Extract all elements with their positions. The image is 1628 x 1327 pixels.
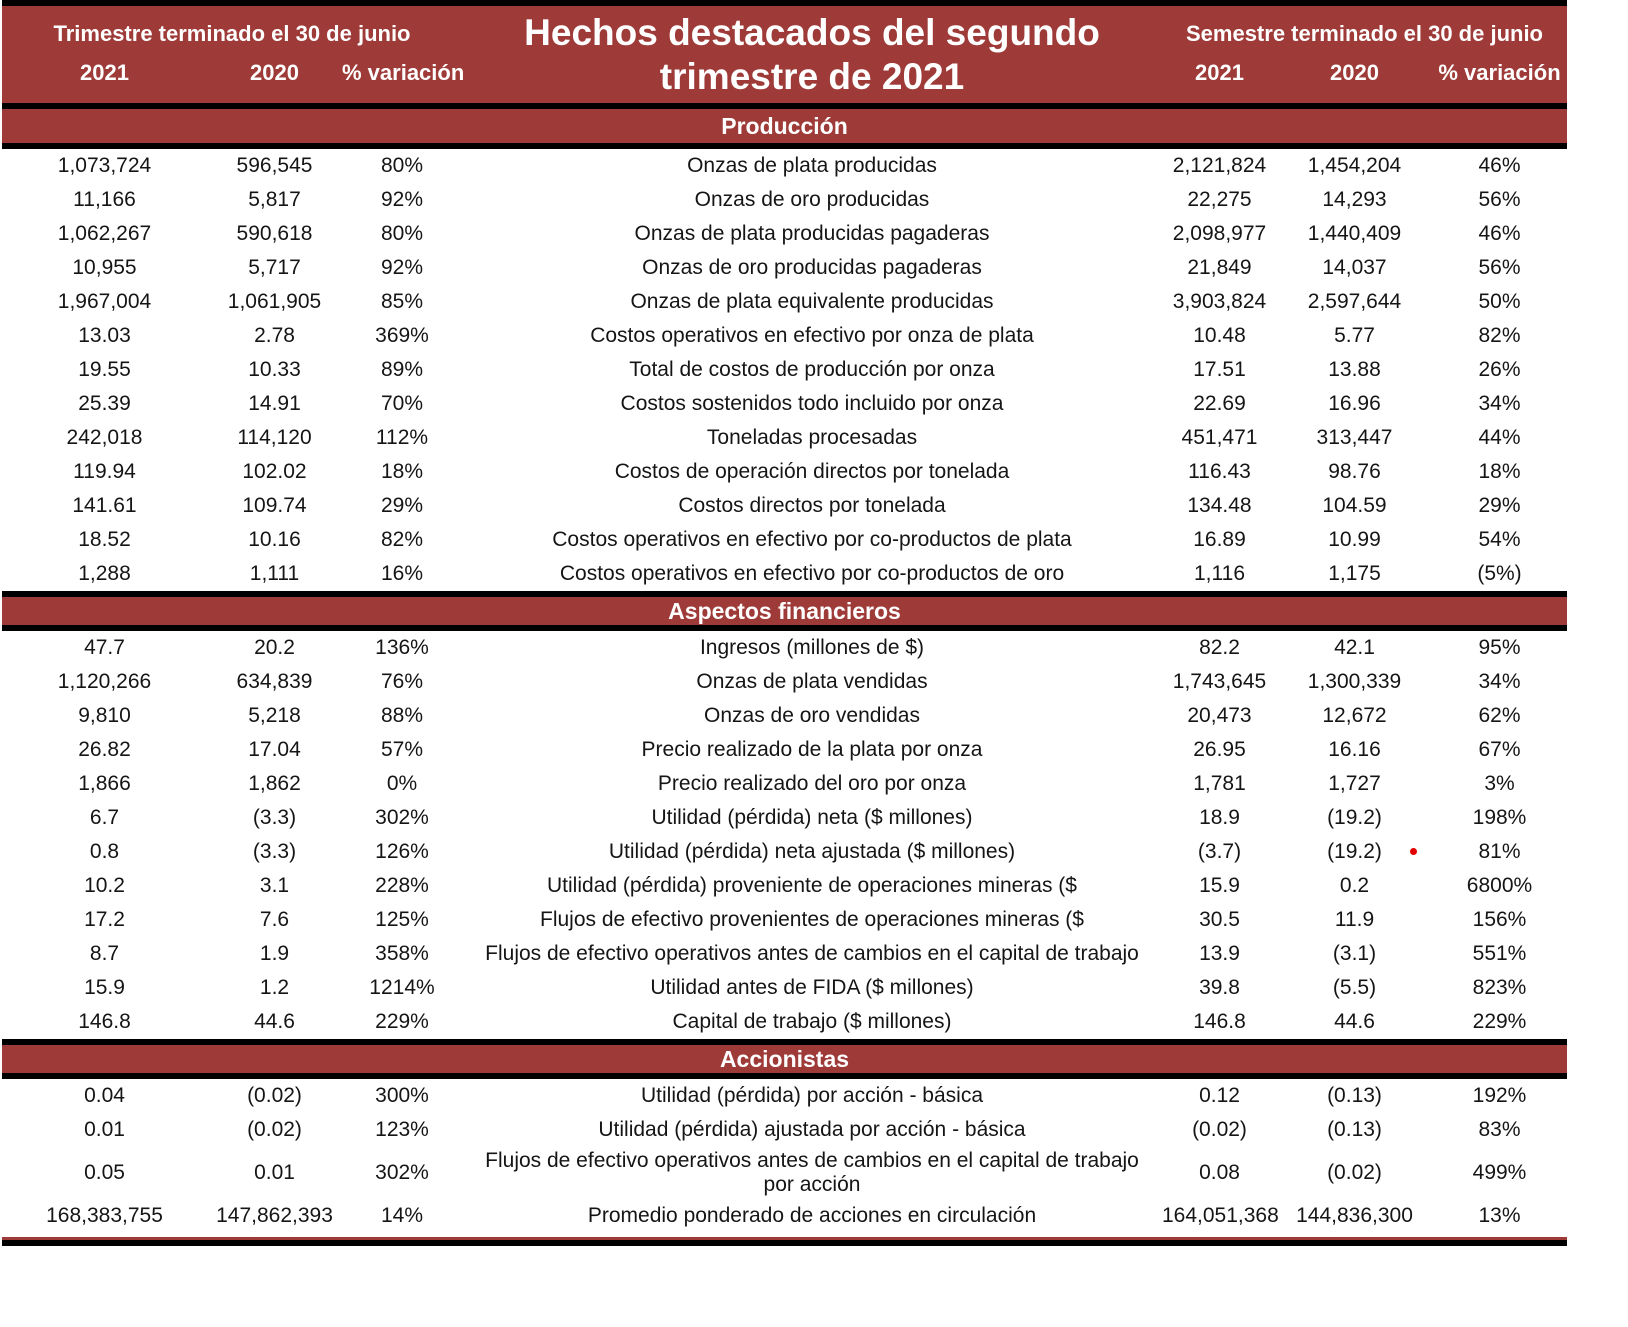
h1-2020-value: 1,727 <box>1328 771 1381 795</box>
h1-2020-value: 44.6 <box>1334 1009 1375 1033</box>
table-row <box>2 557 1567 591</box>
table-row <box>2 1199 1567 1233</box>
q2-2021-value: 0.05 <box>84 1161 125 1185</box>
h1-2020-value: (19.2) <box>1327 805 1382 829</box>
q2-2021-value: 1,073,724 <box>57 153 152 177</box>
h1-variation: 56% <box>1478 255 1521 279</box>
q2-2021-value: 0.8 <box>89 839 120 863</box>
section-title: Aspectos financieros <box>668 597 901 624</box>
h1-2021-value: 82.2 <box>1199 635 1240 659</box>
q2-2020-value: 102.02 <box>242 459 307 483</box>
q2-2020-value: 1,862 <box>248 771 301 795</box>
q2-variation: 302% <box>375 1161 429 1185</box>
h1-2021-value: 146.8 <box>1193 1009 1246 1033</box>
h1-variation: 34% <box>1478 391 1521 415</box>
table-row <box>2 1079 1567 1113</box>
q2-variation: 89% <box>380 357 424 381</box>
h1-2020-value: (3.1) <box>1332 941 1377 965</box>
q2-variation: 302% <box>375 805 429 829</box>
q2-2020-value: 596,545 <box>236 153 313 177</box>
q2-variation: 1214% <box>369 975 435 999</box>
concept-label: Utilidad (pérdida) proveniente de operaciones mineras ($ <box>547 873 1077 897</box>
table-row <box>2 1113 1567 1147</box>
q2-variation: 123% <box>375 1117 429 1141</box>
q2-variation: 92% <box>380 187 424 211</box>
table-row <box>2 869 1567 903</box>
financial-highlights-table <box>2 0 1567 1246</box>
q2-2020-value: 20.2 <box>254 635 295 659</box>
h1-variation: 229% <box>1472 1009 1527 1033</box>
concept-label: Onzas de plata producidas pagaderas <box>634 221 990 245</box>
q2-variation: 76% <box>380 669 424 693</box>
h1-2020-value: 12,672 <box>1322 703 1387 727</box>
semester-period-label: Semestre terminado el 30 de junio <box>1185 20 1543 46</box>
h1-variation: 6800% <box>1466 873 1533 897</box>
page-title: Hechos destacados del segundo trimestre de 2021 <box>524 11 1100 97</box>
h1-variation: 551% <box>1472 941 1527 965</box>
h1-2020-value: 42.1 <box>1334 635 1375 659</box>
h1-2021-value: 30.5 <box>1199 907 1240 931</box>
q2-2020-value: (3.3) <box>252 839 297 863</box>
q2-2021-value: 242,018 <box>66 425 143 449</box>
table-row <box>2 217 1567 251</box>
q2-2021-value: 19.55 <box>78 357 131 381</box>
h1-2021-value: 26.95 <box>1193 737 1246 761</box>
h1-variation: 46% <box>1478 221 1521 245</box>
concept-label: Onzas de oro producidas <box>694 187 930 211</box>
h1-2020-value: 0.2 <box>1339 873 1370 897</box>
q2-2021-value: 47.7 <box>84 635 125 659</box>
h1-2021-value: 0.08 <box>1199 1161 1240 1185</box>
h1-2020-value: 14,293 <box>1322 187 1387 211</box>
concept-label: Utilidad (pérdida) neta ajustada ($ millones) <box>608 839 1016 863</box>
q2-2021-value: 25.39 <box>78 391 131 415</box>
table-row <box>2 767 1567 801</box>
q2-2021-value: 9,810 <box>78 703 131 727</box>
h1-variation: 46% <box>1478 153 1521 177</box>
q2-2021-value: 10,955 <box>72 255 137 279</box>
h1-2021-value: 451,471 <box>1181 425 1258 449</box>
q2-2020-value: 5,218 <box>248 703 301 727</box>
q2-variation: 92% <box>380 255 424 279</box>
q2-2020-value: 590,618 <box>236 221 313 245</box>
q2-variation: 0% <box>386 771 418 795</box>
concept-label: Total de costos de producción por onza <box>629 357 995 381</box>
quarter-period-label: Trimestre terminado el 30 de junio <box>53 20 411 46</box>
table-row <box>2 971 1567 1005</box>
quarter-col-2020: 2020 <box>250 60 299 86</box>
semester-header-group <box>1162 6 1567 103</box>
h1-variation: 18% <box>1478 459 1521 483</box>
semester-col-2021: 2021 <box>1195 60 1244 86</box>
semester-col-variation: % variación <box>1438 60 1561 86</box>
q2-variation: 18% <box>380 459 424 483</box>
table-row <box>2 183 1567 217</box>
q2-variation: 14% <box>380 1204 424 1228</box>
concept-label: Toneladas procesadas <box>706 425 918 449</box>
h1-2020-value: 16.96 <box>1328 391 1381 415</box>
concept-label: Ingresos (millones de $) <box>699 635 925 659</box>
table-body <box>2 109 1567 1233</box>
h1-2021-value: 134.48 <box>1187 493 1252 517</box>
q2-2020-value: 147,862,393 <box>216 1204 333 1228</box>
q2-variation: 126% <box>375 839 429 863</box>
h1-2020-value: (0.02) <box>1327 1161 1382 1185</box>
q2-2020-value: 1,061,905 <box>227 289 322 313</box>
concept-label: Costos sostenidos todo incluido por onza <box>620 391 1004 415</box>
h1-variation: (5%) <box>1477 561 1522 585</box>
h1-variation: 499% <box>1472 1161 1527 1185</box>
q2-2020-value: 1.2 <box>259 975 290 999</box>
h1-2021-value: (0.02) <box>1192 1117 1247 1141</box>
h1-variation: 83% <box>1478 1117 1521 1141</box>
table-row <box>2 421 1567 455</box>
q2-variation: 16% <box>380 561 424 585</box>
q2-2021-value: 13.03 <box>78 323 131 347</box>
h1-2020-value: 10.99 <box>1328 527 1381 551</box>
concept-label: Promedio ponderado de acciones en circulación <box>587 1204 1037 1228</box>
quarter-header-group <box>2 6 465 103</box>
h1-2020-value: 5.77 <box>1334 323 1375 347</box>
h1-2021-value: 0.12 <box>1199 1083 1240 1107</box>
q2-2020-value: 7.6 <box>259 907 290 931</box>
quarter-col-2021: 2021 <box>80 60 129 86</box>
table-row <box>2 1147 1567 1199</box>
h1-2021-value: 13.9 <box>1199 941 1240 965</box>
h1-2021-value: (3.7) <box>1197 839 1242 863</box>
h1-2020-value: 144,836,300 <box>1296 1204 1413 1228</box>
q2-variation: 82% <box>380 527 424 551</box>
q2-2021-value: 119.94 <box>73 459 136 483</box>
concept-label: Onzas de oro producidas pagaderas <box>642 255 982 279</box>
concept-label: Utilidad (pérdida) ajustada por acción - básica <box>598 1117 1026 1141</box>
h1-2021-value: 1,116 <box>1194 561 1245 585</box>
h1-variation: 82% <box>1478 323 1521 347</box>
q2-2020-value: 109.74 <box>242 493 307 517</box>
section-title: Accionistas <box>719 1045 850 1072</box>
h1-2020-value: 313,447 <box>1316 425 1393 449</box>
q2-2020-value: 0.01 <box>254 1161 295 1185</box>
q2-variation: 85% <box>380 289 424 313</box>
h1-2021-value: 15.9 <box>1199 873 1240 897</box>
concept-label: Costos operativos en efectivo por onza de plata <box>590 323 1034 347</box>
h1-variation: 192% <box>1472 1083 1527 1107</box>
semester-col-2020: 2020 <box>1330 60 1379 86</box>
q2-2020-value: (0.02) <box>247 1083 302 1107</box>
concept-label: Costos operativos en efectivo por co-productos de oro <box>559 561 1065 585</box>
h1-2021-value: 1,781 <box>1193 771 1246 795</box>
concept-label: Onzas de plata equivalente producidas <box>630 289 994 313</box>
q2-2020-value: 114,120 <box>237 425 312 449</box>
q2-variation: 70% <box>380 391 424 415</box>
q2-variation: 80% <box>380 153 424 177</box>
h1-variation: 44% <box>1478 425 1521 449</box>
h1-2021-value: 2,121,824 <box>1172 153 1267 177</box>
h1-2021-value: 164,051,368 <box>1162 1204 1279 1228</box>
section-band <box>2 109 1567 149</box>
table-row <box>2 285 1567 319</box>
q2-variation: 88% <box>380 703 424 727</box>
table-row <box>2 733 1567 767</box>
h1-2021-value: 22,275 <box>1187 187 1252 211</box>
table-row <box>2 523 1567 557</box>
h1-variation: 198% <box>1472 805 1527 829</box>
q2-variation: 228% <box>375 873 429 897</box>
q2-2020-value: 3.1 <box>259 873 290 897</box>
table-row <box>2 937 1567 971</box>
h1-2020-value: 1,300,339 <box>1307 669 1402 693</box>
table-row <box>2 903 1567 937</box>
h1-variation: 56% <box>1478 187 1521 211</box>
section-band <box>2 591 1567 631</box>
h1-variation: 54% <box>1478 527 1521 551</box>
h1-2020-value: 104.59 <box>1322 493 1387 517</box>
concept-label: Capital de trabajo ($ millones) <box>672 1009 952 1033</box>
bottom-rule-black <box>2 1240 1567 1246</box>
q2-variation: 369% <box>375 323 429 347</box>
h1-variation: 95% <box>1478 635 1521 659</box>
q2-2020-value: 5,717 <box>248 255 301 279</box>
q2-2021-value: 1,967,004 <box>57 289 152 313</box>
q2-2020-value: 634,839 <box>236 669 313 693</box>
h1-2021-value: 10.48 <box>1193 323 1246 347</box>
q2-2021-value: 8.7 <box>89 941 120 965</box>
concept-label: Onzas de oro vendidas <box>704 703 920 727</box>
h1-2020-value: (0.13) <box>1327 1083 1382 1107</box>
h1-2020-value: 16.16 <box>1328 737 1381 761</box>
h1-variation: 67% <box>1478 737 1521 761</box>
h1-2021-value: 1,743,645 <box>1172 669 1267 693</box>
q2-variation: 80% <box>380 221 424 245</box>
q2-2020-value: 10.33 <box>248 357 301 381</box>
concept-label: Utilidad (pérdida) neta ($ millones) <box>651 805 973 829</box>
q2-2020-value: 44.6 <box>254 1009 295 1033</box>
h1-variation: 81% <box>1478 839 1521 863</box>
q2-variation: 229% <box>375 1009 429 1033</box>
h1-variation: 156% <box>1472 907 1527 931</box>
h1-2021-value: 3,903,824 <box>1172 289 1267 313</box>
h1-2021-value: 21,849 <box>1187 255 1252 279</box>
table-row <box>2 387 1567 421</box>
q2-2021-value: 1,120,266 <box>57 669 152 693</box>
q2-variation: 112% <box>375 425 429 449</box>
h1-2020-value: (0.13) <box>1327 1117 1382 1141</box>
semester-column-headers <box>1162 60 1567 86</box>
quarter-column-headers <box>2 60 465 86</box>
concept-label: Flujos de efectivo operativos antes de cambios en el capital de trabajo <box>485 941 1139 965</box>
q2-2021-value: 15.9 <box>84 975 125 999</box>
concept-label: Utilidad antes de FIDA ($ millones) <box>650 975 974 999</box>
q2-2021-value: 146.8 <box>78 1009 131 1033</box>
concept-label: Costos de operación directos por tonelada <box>614 459 1010 483</box>
concept-label: Costos directos por tonelada <box>678 493 946 517</box>
concept-label: Costos operativos en efectivo por co-productos de plata <box>552 527 1072 551</box>
q2-variation: 57% <box>380 737 424 761</box>
q2-2020-value: 14.91 <box>248 391 301 415</box>
h1-2021-value: 39.8 <box>1199 975 1240 999</box>
table-row <box>2 801 1567 835</box>
q2-variation: 136% <box>375 635 429 659</box>
table-row <box>2 489 1567 523</box>
q2-variation: 300% <box>375 1083 429 1107</box>
concept-label: Precio realizado de la plata por onza <box>641 737 983 761</box>
concept-label: Precio realizado del oro por onza <box>657 771 967 795</box>
table-row <box>2 319 1567 353</box>
h1-2020-value: 13.88 <box>1328 357 1381 381</box>
section-title: Producción <box>721 112 848 139</box>
h1-variation: 62% <box>1478 703 1521 727</box>
q2-2020-value: 2.78 <box>254 323 295 347</box>
section-band <box>2 1039 1567 1079</box>
h1-2021-value: 2,098,977 <box>1172 221 1267 245</box>
q2-2021-value: 141.61 <box>72 493 137 517</box>
q2-2021-value: 26.82 <box>78 737 131 761</box>
h1-2020-value: 1,175 <box>1328 561 1381 585</box>
h1-2021-value: 16.89 <box>1193 527 1246 551</box>
table-row <box>2 1005 1567 1039</box>
q2-2020-value: 5,817 <box>248 187 301 211</box>
table-header <box>2 6 1567 109</box>
q2-2020-value: 17.04 <box>248 737 301 761</box>
h1-variation: 50% <box>1478 289 1521 313</box>
q2-variation: 358% <box>375 941 429 965</box>
h1-2021-value: 18.9 <box>1199 805 1240 829</box>
h1-variation: 29% <box>1478 493 1521 517</box>
table-row <box>2 251 1567 285</box>
h1-2020-value: 2,597,644 <box>1307 289 1402 313</box>
q2-2020-value: 1.9 <box>259 941 290 965</box>
q2-2021-value: 17.2 <box>84 907 125 931</box>
table-row <box>2 631 1567 665</box>
concept-label: Onzas de plata vendidas <box>696 669 928 693</box>
table-row <box>2 455 1567 489</box>
concept-label: Flujos de efectivo operativos antes de cambios en el capital de trabajo por acción <box>485 1149 1139 1197</box>
q2-2020-value: (3.3) <box>252 805 297 829</box>
q2-2021-value: 1,288 <box>78 561 131 585</box>
q2-2021-value: 0.04 <box>84 1083 125 1107</box>
h1-2021-value: 116.43 <box>1188 459 1251 483</box>
h1-2021-value: 22.69 <box>1193 391 1246 415</box>
h1-variation: 823% <box>1472 975 1527 999</box>
h1-variation: 13% <box>1478 1204 1521 1228</box>
q2-2020-value: 1,111 <box>249 561 300 585</box>
q2-2021-value: 11,166 <box>73 187 136 211</box>
q2-variation: 29% <box>380 493 424 517</box>
q2-2021-value: 168,383,755 <box>46 1204 163 1228</box>
h1-2021-value: 20,473 <box>1187 703 1252 727</box>
q2-2021-value: 1,866 <box>78 771 131 795</box>
h1-2020-value: 11.9 <box>1334 907 1375 931</box>
concept-label: Utilidad (pérdida) por acción - básica <box>641 1083 983 1107</box>
concept-label: Onzas de plata producidas <box>687 153 937 177</box>
h1-2020-value: (19.2) <box>1327 839 1382 863</box>
table-row <box>2 149 1567 183</box>
q2-2021-value: 1,062,267 <box>57 221 152 245</box>
q2-2021-value: 10.2 <box>84 873 125 897</box>
h1-2020-value: 1,440,409 <box>1307 221 1402 245</box>
table-row <box>2 835 1567 869</box>
h1-variation: 3% <box>1484 771 1515 795</box>
table-row <box>2 699 1567 733</box>
quarter-col-variation: % variación <box>342 60 465 86</box>
q2-2021-value: 18.52 <box>78 527 131 551</box>
red-dot-marker <box>1410 848 1417 855</box>
concept-label: Flujos de efectivo provenientes de operaciones mineras ($ <box>540 907 1084 931</box>
h1-2020-value: 14,037 <box>1322 255 1387 279</box>
q2-variation: 125% <box>375 907 429 931</box>
h1-2021-value: 17.51 <box>1193 357 1246 381</box>
h1-variation: 26% <box>1478 357 1521 381</box>
q2-2020-value: (0.02) <box>247 1117 302 1141</box>
table-row <box>2 665 1567 699</box>
h1-2020-value: 98.76 <box>1328 459 1381 483</box>
q2-2021-value: 0.01 <box>84 1117 125 1141</box>
q2-2021-value: 6.7 <box>89 805 120 829</box>
h1-2020-value: 1,454,204 <box>1307 153 1402 177</box>
table-row <box>2 353 1567 387</box>
h1-variation: 34% <box>1478 669 1521 693</box>
h1-2020-value: (5.5) <box>1332 975 1377 999</box>
q2-2020-value: 10.16 <box>248 527 301 551</box>
